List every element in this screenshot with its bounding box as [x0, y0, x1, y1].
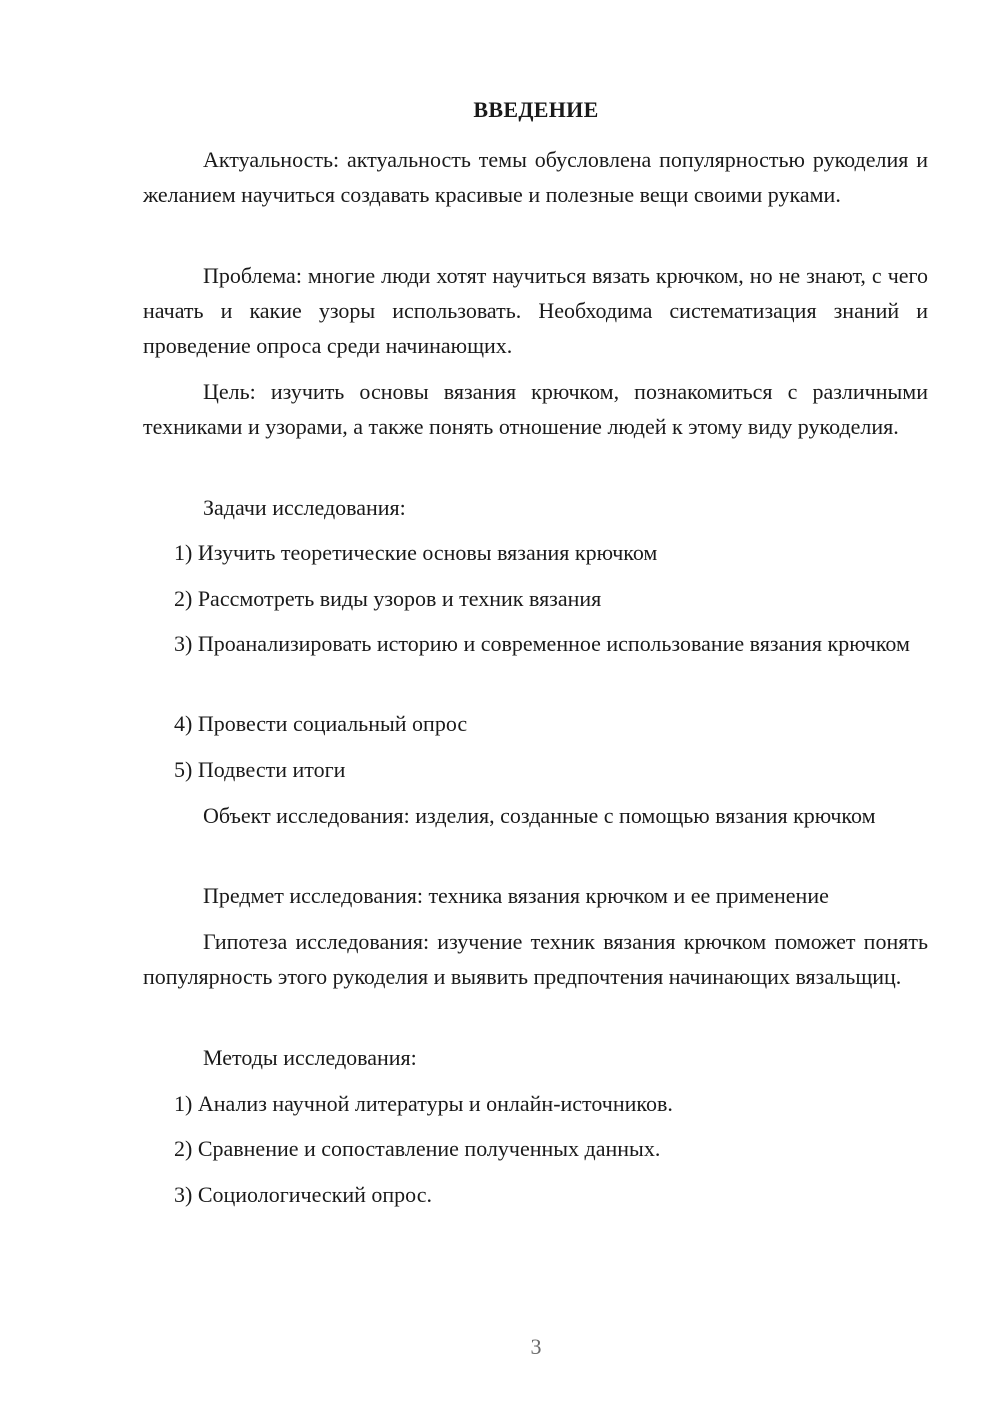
method-item-1: 1) Анализ научной литературы и онлайн-источников. — [174, 1091, 673, 1116]
task-item-2: 2) Рассмотреть виды узоров и техник вязания — [174, 586, 602, 611]
methods-heading: Методы исследования: — [203, 1045, 417, 1070]
hypothesis-paragraph: Гипотеза исследования: изучение техник вязания крючком поможет понять популярность этого рукоделия и выявить предпочтения начинающих вязальщиц. — [143, 929, 928, 989]
task-item-3: 3) Проанализировать историю и современное использование вязания крючком — [174, 631, 910, 656]
method-item-3: 3) Социологический опрос. — [174, 1182, 432, 1207]
task-item-1: 1) Изучить теоретические основы вязания крючком — [174, 540, 658, 565]
goal-paragraph: Цель: изучить основы вязания крючком, познакомиться с различными техниками и узорами, а также понять отношение людей к этому виду рукоделия. — [143, 379, 928, 439]
problem-paragraph: Проблема: многие люди хотят научиться вязать крючком, но не знают, с чего начать и какие узоры использовать. Необходима систематизация знаний и проведение опроса среди начинающих. — [143, 263, 928, 358]
subject-paragraph: Предмет исследования: техника вязания крючком и ее применение — [203, 883, 829, 908]
page-number: 3 — [530, 1334, 542, 1359]
tasks-heading: Задачи исследования: — [203, 495, 406, 520]
relevance-paragraph: Актуальность: актуальность темы обусловлена популярностью рукоделия и желанием научиться создавать красивые и полезные вещи своими руками. — [143, 147, 928, 207]
task-item-4: 4) Провести социальный опрос — [174, 711, 468, 736]
method-item-2: 2) Сравнение и сопоставление полученных данных. — [174, 1136, 661, 1161]
task-item-5: 5) Подвести итоги — [174, 757, 346, 782]
object-paragraph: Объект исследования: изделия, созданные с помощью вязания крючком — [203, 803, 876, 828]
section-title: ВВЕДЕНИЕ — [473, 97, 599, 122]
